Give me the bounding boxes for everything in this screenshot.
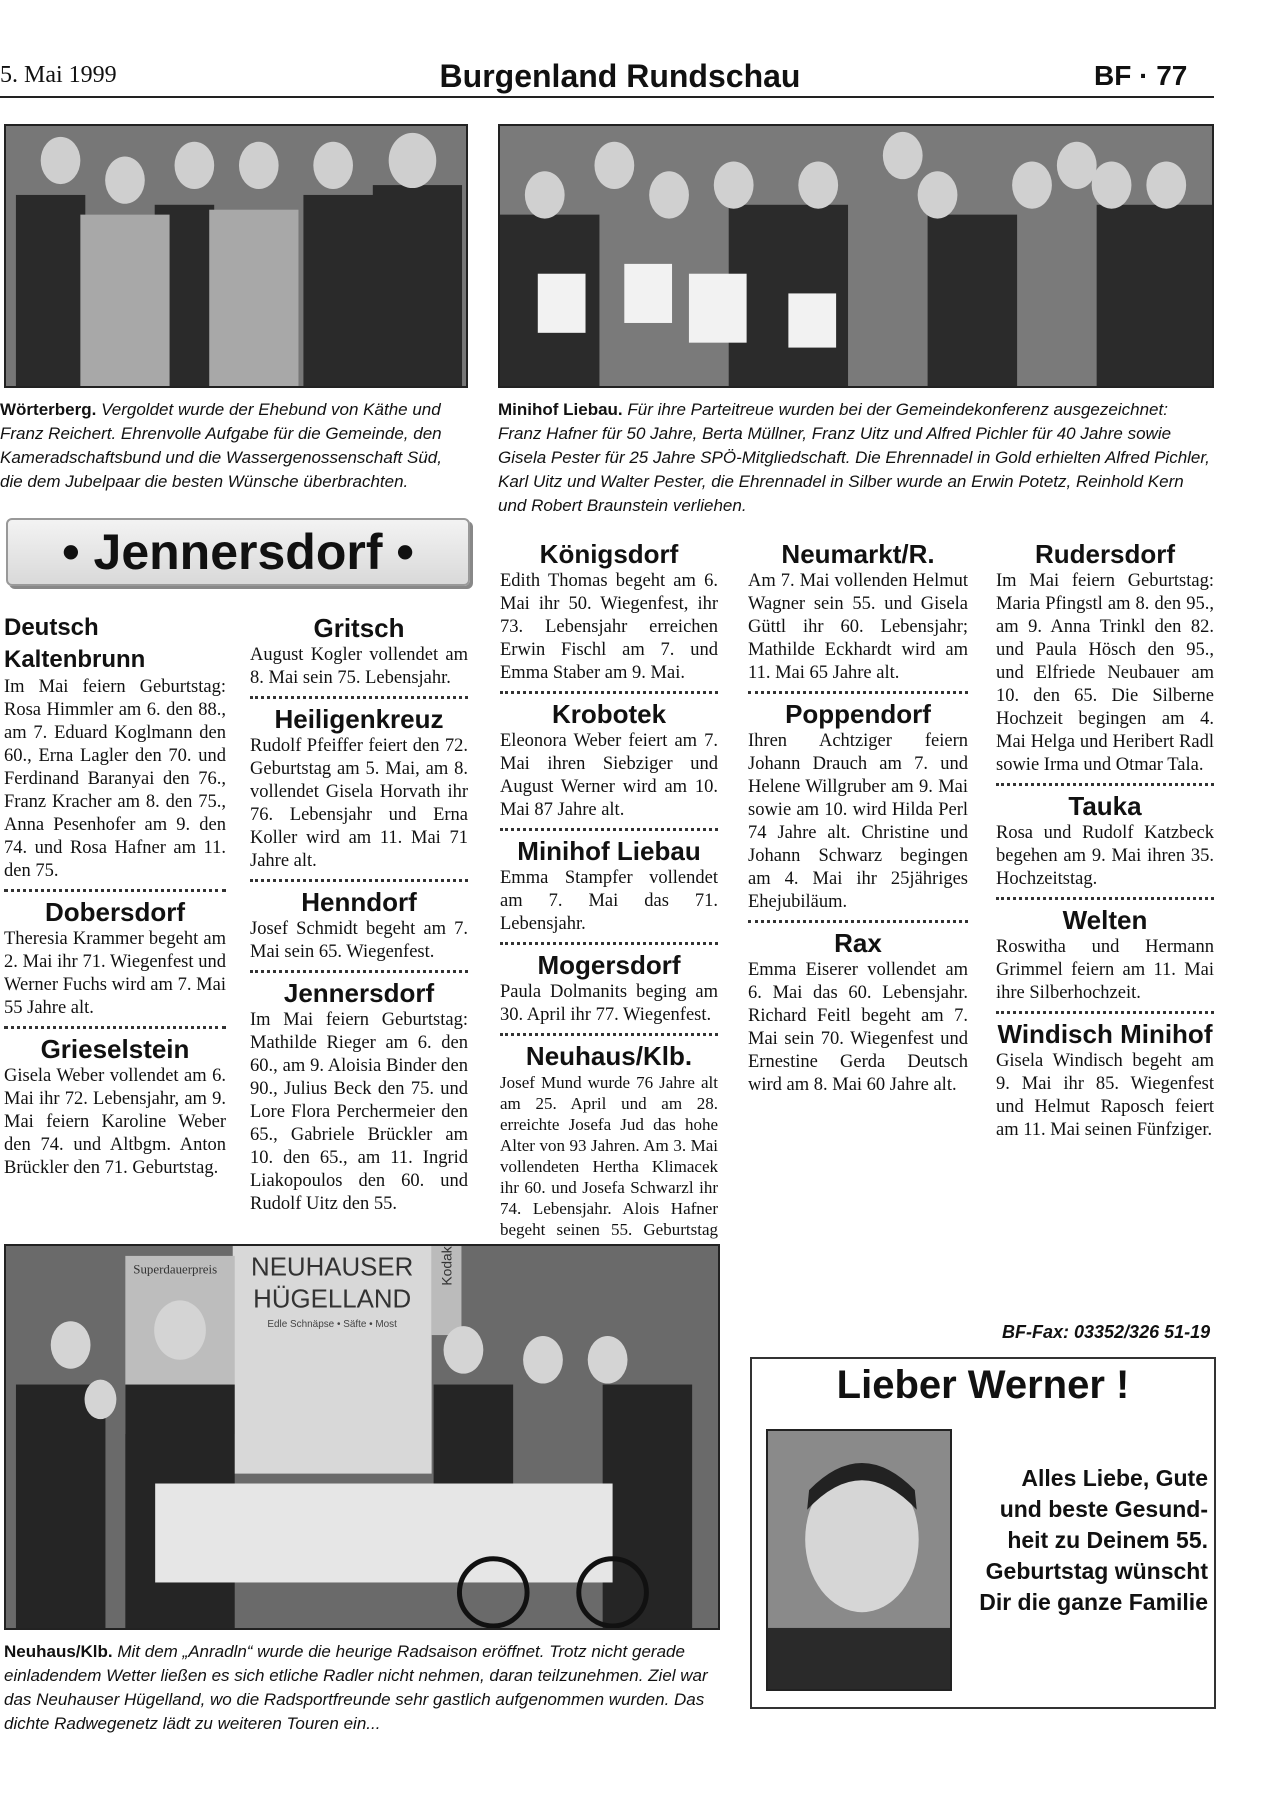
entry-text: Ihren Achtziger feiern Johann Drauch am 7. und Helene Willgruber am 9. Mai sowie am 10. wird Hilda Perl 74 Jahre alt. Christine und Johann Schwarz begingen am 4. Mai ihr 25jähriges Ehejubiläum. [748,731,968,912]
entry-rudersdorf [996,538,1214,777]
entry-poppendorf [748,698,968,914]
entry-text: Im Mai feiern Geburtstag: Maria Pfingstl am 8. den 95., am 9. Anna Trinkl den 82. und Paula Hösch den 95., und Elfriede Neubauer am 10. den 65. Die Silberne Hochzeit begingen am 4. Mai Helga und Heribert Radl sowie Irma und Otmar Tala. [996,571,1214,775]
entry-rax [748,927,968,1097]
greeting-portrait [766,1429,952,1691]
entry-heading: Rax [834,928,882,958]
entry-krobotek [500,698,718,822]
header-rule [0,96,1214,98]
greeting-line: heit zu Deinem 55. [1007,1527,1208,1553]
caption-place: Minihof Liebau. [498,400,623,419]
divider [4,889,226,892]
entry-heading: Deutsch Kaltenbrunn [4,614,146,673]
divider [748,920,968,923]
divider [996,1011,1214,1014]
entry-neumarkt-r [748,538,968,685]
divider [748,691,968,694]
caption-woerterberg [0,398,468,494]
entry-text: Emma Eiserer vollendet am 6. Mai das 60. Lebensjahr. Richard Feitl begeht am 7. Mai sein 70. Wiegenfest und Ernestine Gerda Deutsch wird am 8. Mai 60 Jahre alt. [748,960,968,1095]
entry-deutsch-kaltenbrunn [4,612,226,883]
entry-text: Josef Mund wurde 76 Jahre alt am 25. April und am 28. erreichte Josefa Jud das hohe Alter von 93 Jahren. Am 3. Mai vollendeten Hertha Klimacek ihr 60. und Josefa Schwarzl ihr 74. Lebensjahr. Alois Hafner begeht seinen 55. Geburtstag [500,1073,718,1239]
newspaper-title: Burgenland Rundschau [439,58,801,94]
page-number: BF · 77 [1094,60,1188,91]
shop-sign-line2: HÜGELLAND [253,1285,412,1314]
divider [250,696,468,699]
entry-minihof-liebau [500,835,718,936]
entry-heading: Windisch Minihof [997,1019,1213,1049]
greeting-message [958,1463,1208,1618]
entry-text: Im Mai feiern Geburtstag: Rosa Himmler am 6. den 88., am 7. Eduard Koglmann den 60., Erna Lagler den 70. und Ferdinand Baranyai den 76., Franz Kracher am 8. den 75., Anna Pesenhofer am 9. den 74. und Rosa Hafner am 11. den 75. [4,677,226,881]
greeting-line: und beste Gesund- [999,1496,1208,1522]
greeting-line: Alles Liebe, Gute [1021,1465,1208,1491]
column-2 [250,612,468,1216]
entry-grieselstein [4,1033,226,1180]
entry-gritsch [250,612,468,690]
entry-koenigsdorf [500,538,718,685]
divider [500,942,718,945]
caption-minihof-liebau [498,398,1214,518]
entry-windisch-minihof [996,1018,1214,1142]
shop-sign-sub: Edle Schnäpse • Säfte • Most [267,1319,397,1331]
entry-text: Roswitha und Hermann Grimmel feiern am 11. Mai ihre Silberhochzeit. [996,937,1214,1003]
entry-heading: Dobersdorf [44,897,186,927]
entry-heading: Tauka [1068,791,1142,821]
entry-heading: Krobotek [551,699,667,729]
shop-sign-line1: NEUHAUSER [251,1253,414,1282]
entry-text: Eleonora Weber feiert am 7. Mai ihren Siebziger und August Werner wird am 10. Mai 87 Jahre alt. [500,731,718,820]
entry-heading: Poppendorf [785,699,931,729]
entry-text: Rudolf Pfeiffer feiert den 72. Geburtstag am 5. Mai, am 8. vollendet Gisela Horvath ihr 76. Lebensjahr und Erna Koller wird am 11. Mai 71 Jahre alt. [250,736,468,871]
photo-woerterberg [4,124,468,388]
photo-neuhaus-radsaison [4,1244,720,1630]
entry-text: Emma Stampfer vollendet am 7. Mai das 71. Lebensjahr. [500,868,718,934]
entry-heading: Heiligenkreuz [274,704,444,734]
entry-jennersdorf [250,977,468,1216]
entry-heading: Neuhaus/Klb. [525,1041,693,1071]
divider [250,970,468,973]
entry-text: August Kogler vollendet am 8. Mai sein 75. Lebensjahr. [250,645,468,688]
divider [500,828,718,831]
entry-text: Edith Thomas begeht am 6. Mai ihr 50. Wiegenfest, ihr 73. Lebensjahr erreichen Erwin Fischl am 7. und Emma Staber am 9. Mai. [500,571,718,683]
entry-henndorf [250,886,468,964]
divider [996,783,1214,786]
entry-heading: Gritsch [313,613,405,643]
entry-text: Im Mai feiern Geburtstag: Mathilde Rieger am 6. den 60., am 9. Aloisia Binder den 90., Julius Beck den 75. und Lore Flora Perchermeier den 65., Gabriele Brückler am 10. den 65., am 11. Ingrid Liakopoulos den 60. und Rudolf Uitz den 55. [250,1010,468,1214]
issue-date: 5. Mai 1999 [0,62,117,88]
entry-tauka [996,790,1214,891]
divider [250,879,468,882]
entry-text: Theresia Krammer begeht am 2. Mai ihr 71. Wiegenfest und Werner Fuchs wird am 7. Mai 55 Jahre alt. [4,929,226,1018]
column-5 [996,538,1214,1142]
caption-text: Vergoldet wurde der Ehebund von Käthe und Franz Reichert. Ehrenvolle Aufgabe für die Gemeinde, den Kameradschaftsbund und die Wassergenossenschaft Süd, die dem Jubelpaar die besten Wünsche überbrachten. [0,400,442,491]
column-3 [500,538,718,1282]
entry-text: Paula Dolmanits beging am 30. April ihr 77. Wiegenfest. [500,982,718,1025]
divider [500,691,718,694]
poster-text: Superdauerpreis [133,1262,218,1277]
entry-heading: Henndorf [301,887,417,917]
entry-heading: Mogersdorf [537,950,681,980]
greeting-ad-box [750,1357,1216,1709]
entry-text: Gisela Windisch begeht am 9. Mai ihr 85. Wiegenfest und Helmut Raposch feiert am 11. Mai seinen Fünfziger. [996,1051,1214,1140]
divider [500,1033,718,1036]
greeting-line: Geburtstag wünscht [985,1558,1208,1584]
kodak-sign: Kodak [438,1246,455,1286]
entry-heading: Minihof Liebau [517,836,701,866]
entry-heading: Neumarkt/R. [781,539,935,569]
column-1 [4,612,226,1180]
greeting-title: Lieber Werner ! [836,1363,1130,1407]
entry-heading: Grieselstein [40,1034,190,1064]
entry-heading: Rudersdorf [1034,539,1176,569]
divider [996,897,1214,900]
caption-neuhaus [4,1640,720,1736]
caption-place: Neuhaus/Klb. [4,1642,113,1661]
entry-text: Rosa und Rudolf Katzbeck begehen am 9. Mai ihren 35. Hochzeitstag. [996,823,1214,889]
greeting-line: Dir die ganze Familie [979,1589,1208,1615]
caption-text: Mit dem „Anradln“ wurde die heurige Radsaison eröffnet. Trotz nicht gerade einladendem Wetter ließen es sich etliche Radler nicht nehmen, daran teilzunehmen. Ziel war das Neuhauser Hügelland, wo die Radsportfreunde sehr gastlich aufgenommen wurden. Das dichte Radwegenetz lädt zu weiteren Touren ein... [4,1642,708,1733]
entry-welten [996,904,1214,1005]
entry-heiligenkreuz [250,703,468,873]
entry-heading: Jennersdorf [283,978,435,1008]
column-4 [748,538,968,1097]
fax-number: BF-Fax: 03352/326 51-19 [1002,1322,1211,1342]
photo-minihof-liebau [498,124,1214,388]
entry-dobersdorf [4,896,226,1020]
caption-place: Wörterberg. [0,400,97,419]
entry-text: Am 7. Mai vollenden Helmut Wagner sein 55. und Gisela Güttl ihr 60. Lebensjahr; Mathilde Eckhardt wird am 11. Mai 65 Jahre alt. [748,571,968,683]
section-banner-jennersdorf: • Jennersdorf • [6,518,470,586]
caption-text: Für ihre Parteitreue wurden bei der Gemeindekonferenz ausgezeichnet: Franz Hafner für 50 Jahre, Berta Müllner, Franz Uitz und Alfred Pichler für 40 Jahre sowie Gisela Pester für 25 Jahre SPÖ-Mitgliedschaft. Die Ehrennadel in Gold erhielten Alfred Pichler, Karl Uitz und Walter Pester, die Ehrennadel in Silber wurde an Erwin Potetz, Reinhold Kern und Robert Braunstein verliehen. [498,400,1210,515]
entry-heading: Königsdorf [539,539,679,569]
entry-text: Gisela Weber vollendet am 6. Mai ihr 72. Lebensjahr, am 9. Mai feiern Karoline Weber den 74. und Altbgm. Anton Brückler den 71. Geburtstag. [4,1066,226,1178]
entry-text: Josef Schmidt begeht am 7. Mai sein 65. Wiegenfest. [250,919,468,962]
divider [4,1026,226,1029]
entry-heading: Welten [1062,905,1148,935]
entry-mogersdorf [500,949,718,1027]
